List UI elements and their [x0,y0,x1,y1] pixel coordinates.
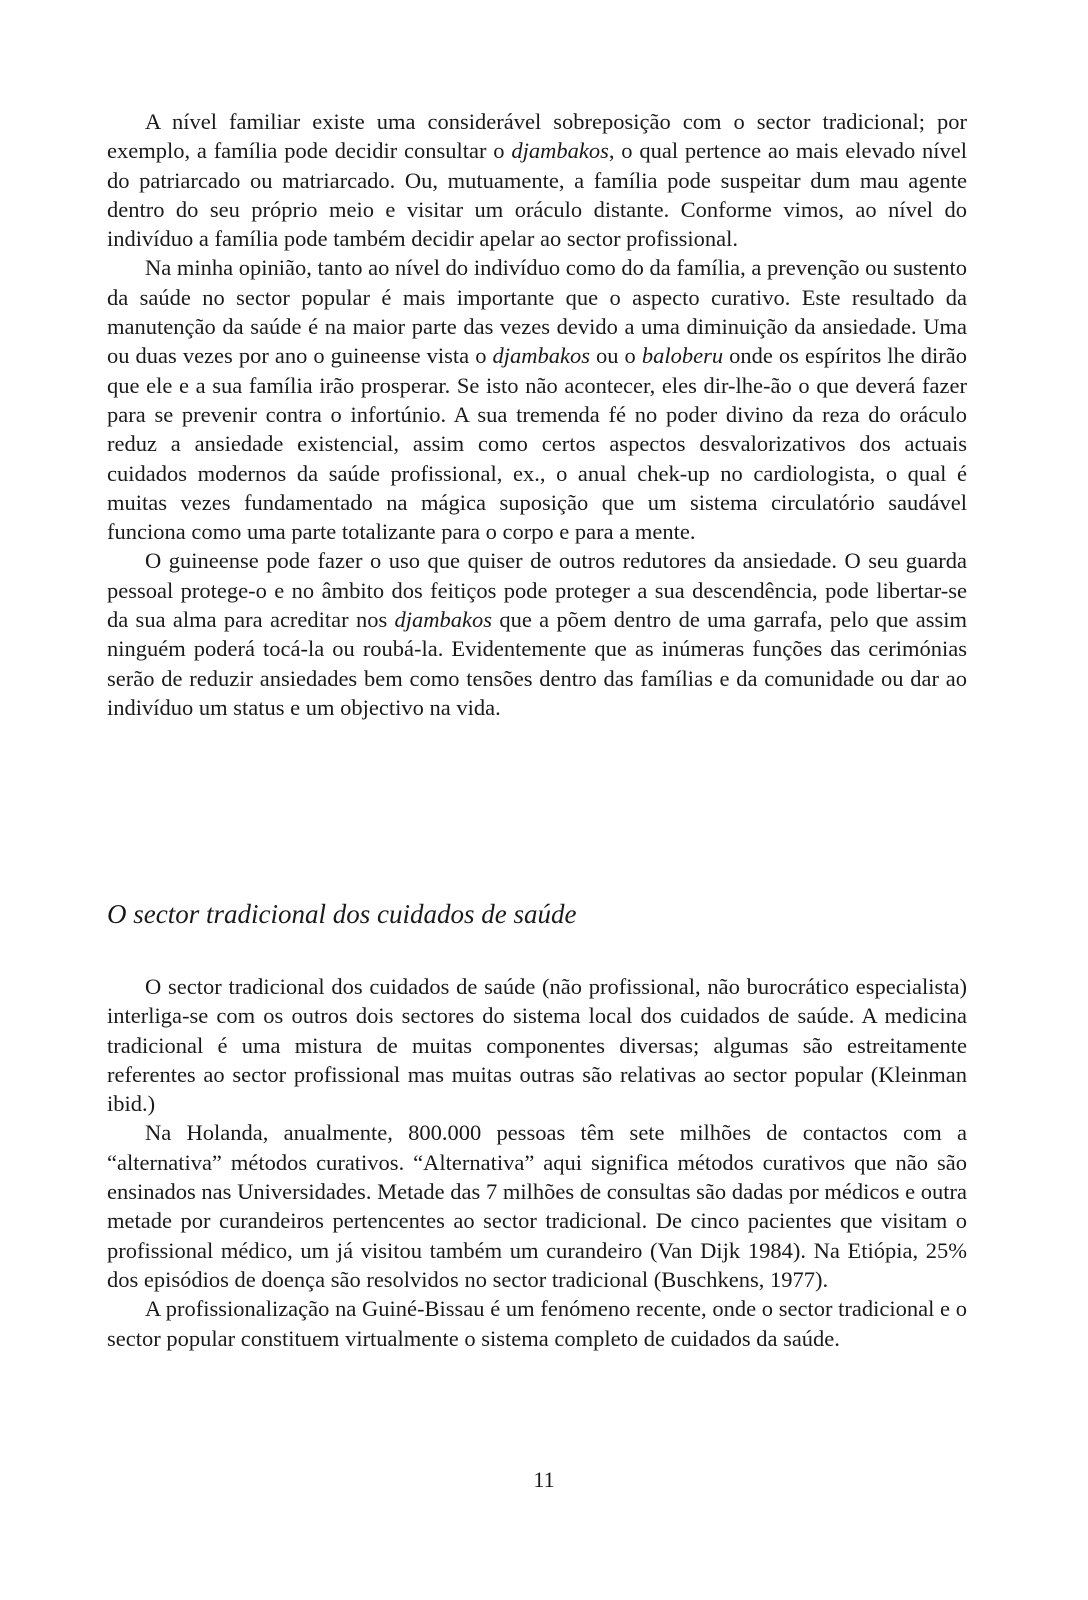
paragraph [107,1294,967,1353]
text-run: O guineense pode fazer o uso que quiser de outros redutores da ansiedade. O seu guarda pessoal protege-o e no âmbito dos feitiços pode proteger a sua descendência, pode libertar-se da sua alma para acreditar nos [107,548,967,633]
italic-term: djambakos [492,343,590,369]
text-run: , o qual pertence ao mais elevado nível do patriarcado ou matriarcado. Ou, mutuamente, a família pode suspeitar dum mau agente dentro do seu próprio meio e visitar um oráculo distante. Conforme vimos, ao nível do indivíduo a família pode também decidir apelar ao sector profissional. [107,138,967,252]
italic-term: djambakos [394,607,493,633]
body-text-section-1 [107,107,967,722]
text-run: Na Holanda, anualmente, 800.000 pessoas têm sete milhões de contactos com a “alternativa” métodos curativos. “Alternativa” aqui significa métodos curativos que não são ensinados nas Universidades. Metade das 7 milhões de consultas são dadas por médicos e outra metade por curandeiros pertencentes ao sector tradicional. De cinco pacientes que visitam o profissional médico, um já visitou também um curandeiro (Van Dijk 1984). Na Etiópia, 25% dos episódios de doença são resolvidos no sector tradicional (Buschkens, 1977). [107,1120,967,1292]
paragraph [107,1118,967,1294]
text-run: onde os espíritos lhe dirão que ele e a sua família irão prosperar. Se isto não acontecer, eles dir-lhe-ão o que deverá fazer para se prevenir contra o infortúnio. A sua tremenda fé no poder divino da reza do oráculo reduz a ansiedade existencial, assim como certos aspectos desvalorizativos dos actuais cuidados modernos da saúde profissional, ex., o anual chek-up no cardiologista, o qual é muitas vezes fundamentado na mágica suposição que um sistema circulatório saudável funciona como uma parte totalizante para o corpo e para a mente. [107,343,967,545]
text-run: A profissionalização na Guiné-Bissau é um fenómeno recente, onde o sector tradicional e o sector popular constituem virtualmente o sistema completo de cuidados da saúde. [107,1296,967,1351]
text-run: O sector tradicional dos cuidados de saúde (não profissional, não burocrático especialista) interliga-se com os outros dois sectores do sistema local dos cuidados de saúde. A medicina tradicional é uma mistura de muitas componentes diversas; algumas são estreitamente referentes ao sector profissional mas muitas outras são relativas ao sector popular (Kleinman ibid.) [107,974,967,1117]
page-number: 11 [533,1467,555,1492]
text-run: Na minha opinião, tanto ao nível do indivíduo como do da família, a prevenção ou sustento da saúde no sector popular é mais importante que o aspecto curativo. Este resultado da manutenção da saúde é na maior parte das vezes devido a uma diminuição da ansiedade. Uma ou duas vezes por ano o guineense vista o [107,255,967,369]
text-run: ou o [589,343,642,369]
section-heading: O sector tradicional dos cuidados de saúde [107,899,577,929]
paragraph [107,972,967,1118]
paragraph [107,253,967,546]
text-run: A nível familiar existe uma considerável sobreposição com o sector tradicional; por exemplo, a família pode decidir consultar o [107,109,967,164]
italic-term: baloberu [641,343,724,369]
text-run: que a põem dentro de uma garrafa, pelo que assim ninguém poderá tocá-la ou roubá-la. Evidentemente que as inúmeras funções das cerimónias serão de reduzir ansiedades bem como tensões dentro das famílias e da comunidade ou dar ao indivíduo um status e um objectivo na vida. [107,607,967,720]
paragraph [107,107,967,253]
paragraph [107,546,967,722]
italic-term: djambakos [511,138,609,164]
body-text-section-2 [107,972,967,1353]
